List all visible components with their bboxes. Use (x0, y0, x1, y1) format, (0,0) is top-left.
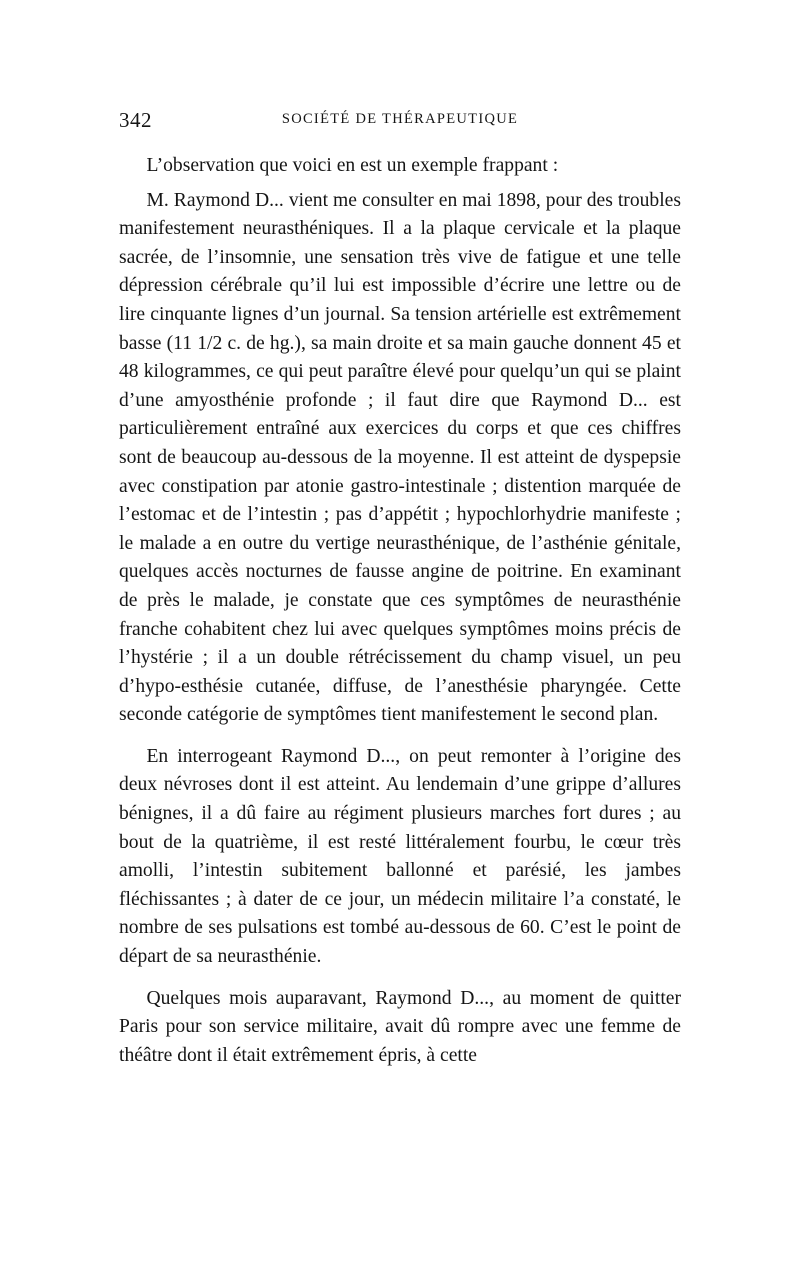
paragraph-origin: En interrogeant Raymond D..., on peut remonter à l’origine des deux névroses dont il est atteint. Au lendemain d’une grippe d’allures bénignes, il a dû faire au régiment plusieurs marches fort dures ; au bout de la quatrième, il est resté littéralement fourbu, le cœur très amolli, l’intestin subitement ballonné et parésié, les jambes fléchissantes ; à dater de ce jour, un médecin militaire l’a constaté, le nombre de ses pulsations est tombé au-dessous de 60. C’est le point de départ de sa neurasthénie. (119, 745, 681, 968)
book-page (119, 108, 681, 1070)
body-text (119, 152, 681, 1070)
paragraph-continuation: Quelques mois auparavant, Raymond D..., au moment de quitter Paris pour son service militaire, avait dû rompre avec une femme de théâtre dont il était extrêmement épris, à cette (119, 987, 681, 1066)
paragraph-intro: L’observation que voici en est un exemple frappant : (146, 155, 559, 176)
running-head (119, 108, 681, 138)
page-number: 342 (119, 108, 152, 132)
running-title: SOCIÉTÉ DE THÉRAPEUTIQUE (281, 111, 519, 127)
paragraph-case-description: M. Raymond D... vient me consulter en mai 1898, pour des troubles manifestement neurasthéniques. Il a la plaque cervicale et la plaque sacrée, de l’insomnie, une sensation très vive de fatigue et une telle dépression cérébrale qu’il lui est impossible d’écrire une lettre ou de lire cinquante lignes d’un journal. Sa tension artérielle est extrêmement basse (11 1/2 c. de hg.), sa main droite et sa main gauche donnent 45 et 48 kilogrammes, ce qui peut paraître élevé pour quelqu’un qui se plaint d’une amyosthénie profonde ; il faut dire que Raymond D... est particulièrement entraîné aux exercices du corps et que ces chiffres sont de beaucoup au-dessous de la moyenne. Il est atteint de dyspepsie avec constipation par atonie gastro-intestinale ; distention marquée de l’estomac et de l’intestin ; pas d’appétit ; hypochlorhydrie manifeste ; le malade a en outre du vertige neurasthénique, de l’asthénie génitale, quelques accès nocturnes de fausse angine de poitrine. En examinant de près le malade, je constate que ces symptômes de neurasthénie franche cohabitent chez lui avec quelques symptômes moins précis de l’hystérie ; il a un double rétrécissement du champ visuel, un peu d’hypo-esthésie cutanée, diffuse, de l’anesthésie pharyngée. Cette seconde catégorie de symptômes tient manifestement le second plan. (119, 189, 681, 726)
